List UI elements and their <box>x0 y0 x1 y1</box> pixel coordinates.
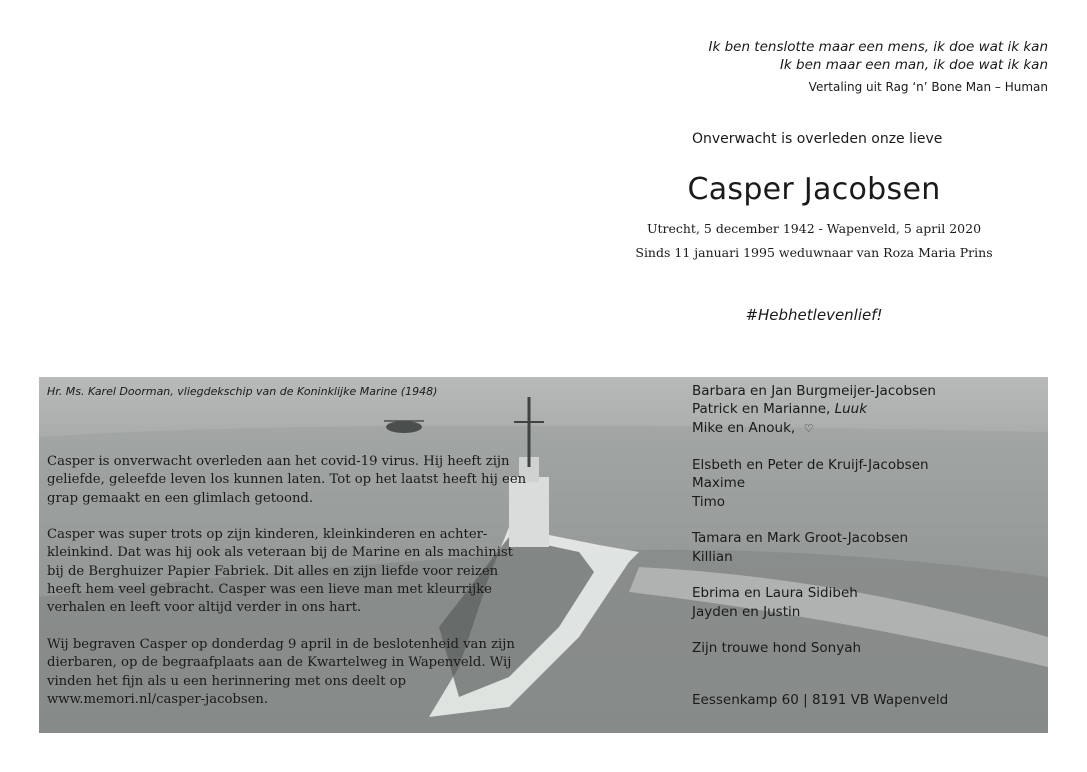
family-group <box>692 382 936 438</box>
family-member <box>692 419 936 438</box>
quote-source: Vertaling uit Rag ‘n’ Bone Man – Human <box>808 80 1048 94</box>
family-member <box>692 400 936 418</box>
family-member: Killian <box>692 548 733 565</box>
family-list <box>692 382 936 676</box>
family-group <box>692 456 936 511</box>
family-member: Ebrima en Laura Sidibeh <box>692 585 858 602</box>
deceased-name: Casper Jacobsen <box>687 172 941 207</box>
family-member-italic: Luuk <box>834 401 868 418</box>
family-member: Zijn trouwe hond Sonyah <box>692 640 862 657</box>
address: Eessenkamp 60 | 8191 VB Wapenveld <box>692 692 949 708</box>
family-member: Barbara en Jan Burgmeijer-Jacobsen <box>692 383 936 399</box>
hashtag: #Hebhetlevenlief! <box>745 306 883 324</box>
family-member: Elsbeth en Peter de Kruijf-Jacobsen <box>692 457 929 474</box>
announcement-intro: Onverwacht is overleden onze lieve <box>692 131 943 147</box>
story-paragraph: Casper was super trots op zijn kinderen, kleinkinderen en achter-kleinkind. Dat was hij ook als veteraan bij de Marine en als machinist bij de Berghuizer Papier Fabriek. Dit alles en zijn liefde voor reizen heeft hem veel gebracht. Casper was een lieve man met kleurrijke verhalen en leeft voor altijd verder in ons hart. <box>47 527 513 616</box>
family-group <box>692 639 936 657</box>
family-member: Tamara en Mark Groot-Jacobsen <box>692 530 909 547</box>
family-member: Timo <box>692 493 725 510</box>
quote-line-2: Ik ben maar een man, ik doe wat ik kan <box>779 57 1048 73</box>
family-member: Maxime <box>692 475 746 492</box>
story-paragraph: Wij begraven Casper op donderdag 9 april in de beslotenheid van zijn dierbaren, op de begraafplaats aan de Kwartelweg in Wapenveld. Wij vinden het fijn als u een herinnering met ons deelt op www.memori.nl/casper-jacobsen. <box>47 636 515 707</box>
family-group <box>692 584 936 621</box>
song-quote <box>708 38 1048 74</box>
heart-icon: ♡ <box>803 421 814 435</box>
family-member-text: Mike en Anouk, <box>692 419 796 436</box>
quote-line-1: Ik ben tenslotte maar een mens, ik doe wat ik kan <box>708 39 1048 55</box>
family-member: Jayden en Justin <box>692 603 801 620</box>
photo-caption: Hr. Ms. Karel Doorman, vliegdekschip van de Koninklijke Marine (1948) <box>47 385 438 398</box>
widower-note: Sinds 11 januari 1995 weduwnaar van Roza Maria Prins <box>635 245 993 260</box>
birth-death-dates: Utrecht, 5 december 1942 - Wapenveld, 5 april 2020 <box>646 221 982 236</box>
ship-photo-panel <box>39 377 1048 733</box>
story-paragraph: Casper is onverwacht overleden aan het covid-19 virus. Hij heeft zijn geliefde, geleefde leven los kunnen laten. Tot op het laatst heeft hij een grap gemaakt en een glimlach getoond. <box>47 454 527 506</box>
family-group <box>692 529 936 566</box>
family-member-text: Patrick en Marianne, <box>692 401 835 418</box>
life-story <box>47 453 527 727</box>
